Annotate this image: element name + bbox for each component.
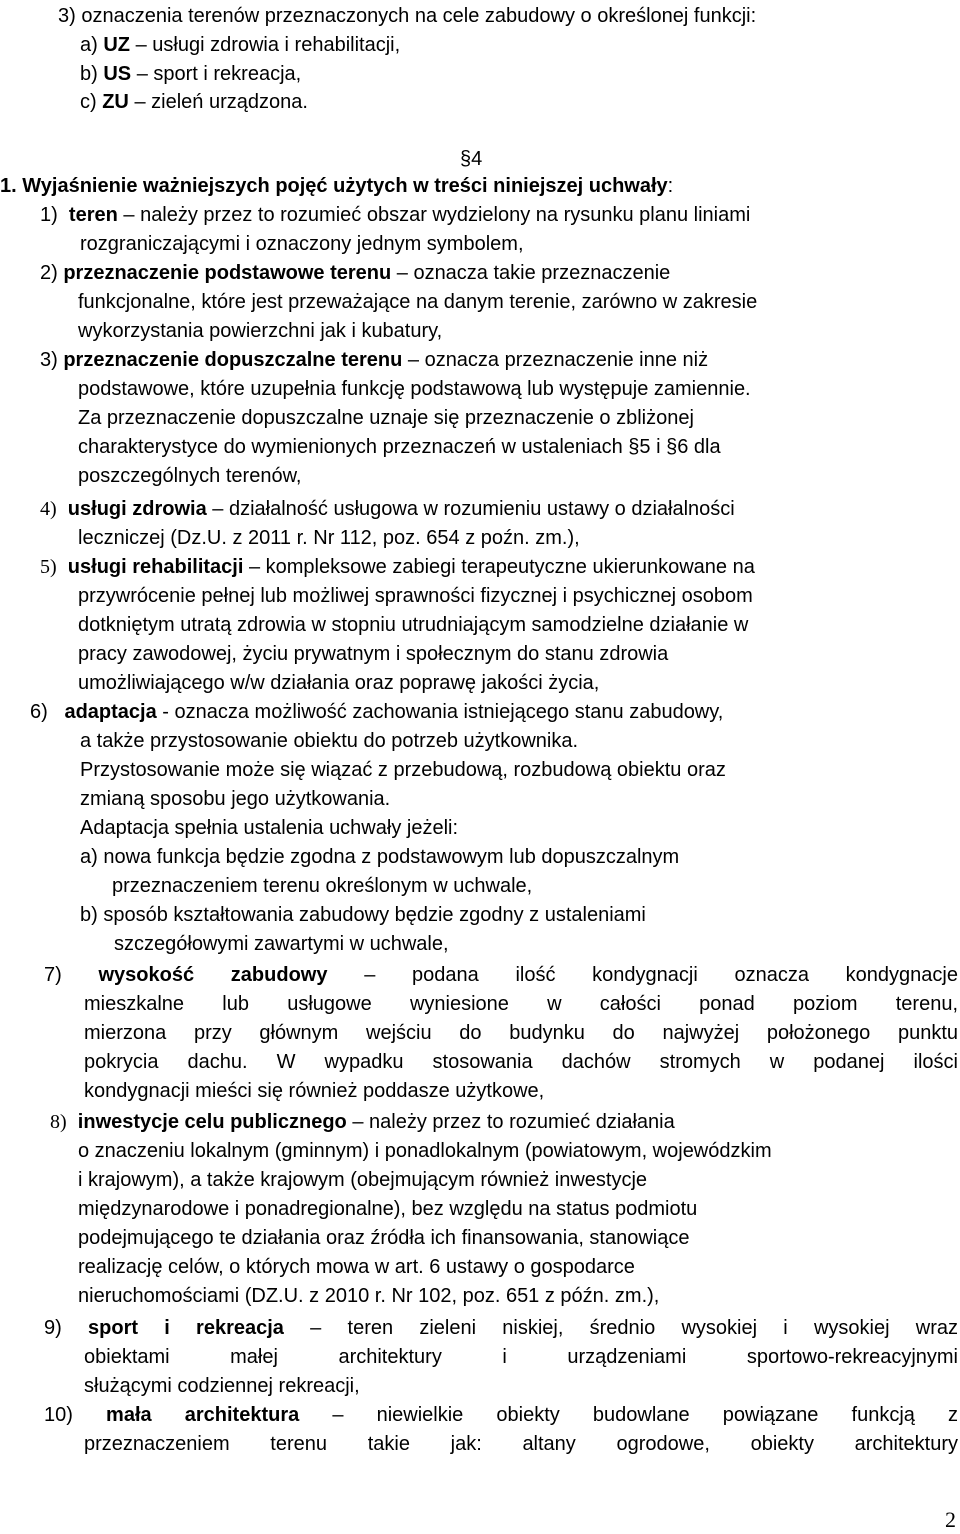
def-term: przeznaczenie podstawowe terenu <box>63 262 392 284</box>
list-item-a <box>80 33 400 57</box>
def-term: inwestycje celu publicznego <box>77 1111 347 1133</box>
def-number: 6) <box>30 701 48 723</box>
definition-2-line-1 <box>40 261 670 285</box>
def-term: wysokość zabudowy <box>98 964 328 986</box>
symbol-zu: ZU <box>102 91 129 113</box>
definition-8-line-4: międzynarodowe i ponadregionalne), bez względu na status podmiotu <box>78 1198 698 1220</box>
list-item-b <box>80 62 301 86</box>
def-text: 5 i <box>639 436 667 458</box>
def-text: – działalność usługowa w rozumieniu ustawy o działalności <box>206 498 735 520</box>
list-item-c <box>80 90 308 114</box>
def-text: charakterystyce do wymienionych przeznaczeń w ustaleniach <box>78 436 629 458</box>
definition-6-sub-b-line-2: szczegółowymi zawartymi w uchwale, <box>114 933 449 955</box>
def-text: – podana ilość kondygnacji oznacza kondygnacje <box>364 964 958 986</box>
section-heading <box>460 147 482 171</box>
item-text: – sport i rekreacja, <box>131 63 302 85</box>
definition-7-line-2: mieszkalne lub usługowe wyniesione w całości ponad poziom terenu, <box>84 993 958 1015</box>
def-number: 9) <box>44 1317 62 1339</box>
def-number: 2) <box>40 262 64 284</box>
page-number: 2 <box>945 1507 956 1532</box>
point-colon: : <box>667 175 674 197</box>
definition-6-sub-b-line-1: b) sposób kształtowania zabudowy będzie zgodny z ustaleniami <box>80 904 646 926</box>
section-number: 4 <box>471 148 483 170</box>
definition-10-line-2: przeznaczeniem terenu takie jak: altany ogrodowe, obiekty architektury <box>84 1433 958 1455</box>
definition-1-line-2: rozgraniczającymi i oznaczony jednym symbolem, <box>80 233 524 255</box>
definition-2-line-2: funkcjonalne, które jest przeważające na danym terenie, zarówno w zakresie <box>78 291 758 313</box>
def-term: teren <box>68 204 118 226</box>
section3-intro: 3) oznaczenia terenów przeznaczonych na cele zabudowy o określonej funkcji: <box>58 5 757 27</box>
definition-5-line-1 <box>40 555 755 579</box>
definition-9-line-3: służącymi codziennej rekreacji, <box>84 1375 360 1397</box>
definition-6-sub-a-line-2: przeznaczeniem terenu określonym w uchwale, <box>112 875 533 897</box>
definition-8-line-6: realizację celów, o których mowa w art. 6 ustawy o gospodarce <box>78 1256 635 1278</box>
definition-7-line-5: kondygnacji mieści się również poddasze użytkowe, <box>84 1080 545 1102</box>
def-term: usługi rehabilitacji <box>67 556 244 578</box>
def-number: 10) <box>44 1404 73 1426</box>
definition-8-line-1 <box>50 1110 675 1134</box>
def-text: – należy przez to rozumieć działania <box>346 1111 675 1133</box>
item-text: – zieleń urządzona. <box>128 91 308 113</box>
section-symbol: § <box>666 436 678 458</box>
definition-4-line-2: leczniczej (Dz.U. z 2011 r. Nr 112, poz. 654 z poźn. zm.), <box>78 527 580 549</box>
definition-5-line-2: przywrócenie pełnej lub możliwej sprawności fizycznej i psychicznej osobom <box>78 585 753 607</box>
definition-6-line-2: a także przystosowanie obiektu do potrzeb użytkownika. <box>80 730 579 752</box>
def-number: 7) <box>44 964 62 986</box>
definition-6-line-1 <box>30 700 723 724</box>
definition-1-line-1 <box>40 203 750 227</box>
definition-8-line-7: nieruchomościami (DZ.U. z 2010 r. Nr 102, poz. 651 z późn. zm.), <box>78 1285 660 1307</box>
definition-9-line-1 <box>44 1316 958 1340</box>
definition-6-line-5: Adaptacja spełnia ustalenia uchwały jeżeli: <box>80 817 459 839</box>
item-marker: c) <box>80 91 103 113</box>
definition-3-line-3: Za przeznaczenie dopuszczalne uznaje się przeznaczenie o zbliżonej <box>78 407 694 429</box>
def-number: 1) <box>40 204 58 226</box>
def-number: 8) <box>50 1111 67 1133</box>
definition-8-line-2: o znaczeniu lokalnym (gminnym) i ponadlokalnym (powiatowym, wojewódzkim <box>78 1140 772 1162</box>
def-text: – teren zieleni niskiej, średnio wysokiej i wysokiej wraz <box>310 1317 958 1339</box>
item-marker: a) <box>80 34 104 56</box>
def-term: adaptacja <box>64 701 157 723</box>
definition-3-line-5: poszczególnych terenów, <box>78 465 302 487</box>
def-term: usługi zdrowia <box>67 498 207 520</box>
def-text: – niewielkie obiekty budowlane powiązane funkcją z <box>332 1404 958 1426</box>
item-text: – usługi zdrowia i rehabilitacji, <box>130 34 401 56</box>
definition-3-line-1 <box>40 348 708 372</box>
item-marker: b) <box>80 63 104 85</box>
point-number: 1. <box>0 175 23 197</box>
definition-9-line-2: obiektami małej architektury i urządzeniami sportowo-rekreacyjnymi <box>84 1346 958 1368</box>
def-term: mała architektura <box>106 1404 300 1426</box>
point-title: Wyjaśnienie ważniejszych pojęć użytych w treści niniejszej uchwały <box>22 175 668 197</box>
section-symbol: § <box>460 148 472 170</box>
def-term: sport i rekreacja <box>88 1317 284 1339</box>
def-text: – należy przez to rozumieć obszar wydzielony na rysunku planu liniami <box>117 204 751 226</box>
symbol-us: US <box>103 63 132 85</box>
definition-5-line-4: pracy zawodowej, życiu prywatnym i społecznym do stanu zdrowia <box>78 643 669 665</box>
definition-7-line-1 <box>44 963 958 987</box>
definition-5-line-5: umożliwiającego w/w działania oraz poprawę jakości życia, <box>78 672 600 694</box>
definition-3-line-2: podstawowe, które uzupełnia funkcję podstawową lub występuje zamiennie. <box>78 378 751 400</box>
def-text: - oznacza możliwość zachowania istniejącego stanu zabudowy, <box>156 701 724 723</box>
definition-2-line-3: wykorzystania powierzchni jak i kubatury, <box>78 320 443 342</box>
definition-3-line-4 <box>78 435 721 459</box>
definition-8-line-5: podejmującego te działania oraz źródła ich finansowania, stanowiące <box>78 1227 690 1249</box>
definition-5-line-3: dotkniętym utratą zdrowia w stopniu utrudniającym samodzielne działanie w <box>78 614 749 636</box>
definition-6-sub-a-line-1: a) nowa funkcja będzie zgodna z podstawowym lub dopuszczalnym <box>80 846 680 868</box>
def-text: – oznacza przeznaczenie inne niż <box>402 349 709 371</box>
symbol-uz: UZ <box>103 34 131 56</box>
def-number: 3) <box>40 349 64 371</box>
point1-title <box>0 174 673 198</box>
def-number: 4) <box>40 498 57 520</box>
definition-7-line-4: pokrycia dachu. W wypadku stosowania dachów stromych w podanej ilości <box>84 1051 958 1073</box>
section-symbol: § <box>628 436 640 458</box>
def-text: 6 dla <box>677 436 721 458</box>
definition-8-line-3: i krajowym), a także krajowym (obejmującym również inwestycje <box>78 1169 648 1191</box>
definition-6-line-3: Przystosowanie może się wiązać z przebudową, rozbudową obiektu oraz <box>80 759 726 781</box>
def-text: – oznacza takie przeznaczenie <box>391 262 671 284</box>
definition-7-line-3: mierzona przy głównym wejściu do budynku do najwyżej położonego punktu <box>84 1022 958 1044</box>
def-number: 5) <box>40 556 57 578</box>
definition-4-line-1 <box>40 497 735 521</box>
definition-10-line-1 <box>44 1403 958 1427</box>
definition-6-line-4: zmianą sposobu jego użytkowania. <box>80 788 391 810</box>
def-text: – kompleksowe zabiegi terapeutyczne ukierunkowane na <box>243 556 755 578</box>
def-term: przeznaczenie dopuszczalne terenu <box>63 349 403 371</box>
